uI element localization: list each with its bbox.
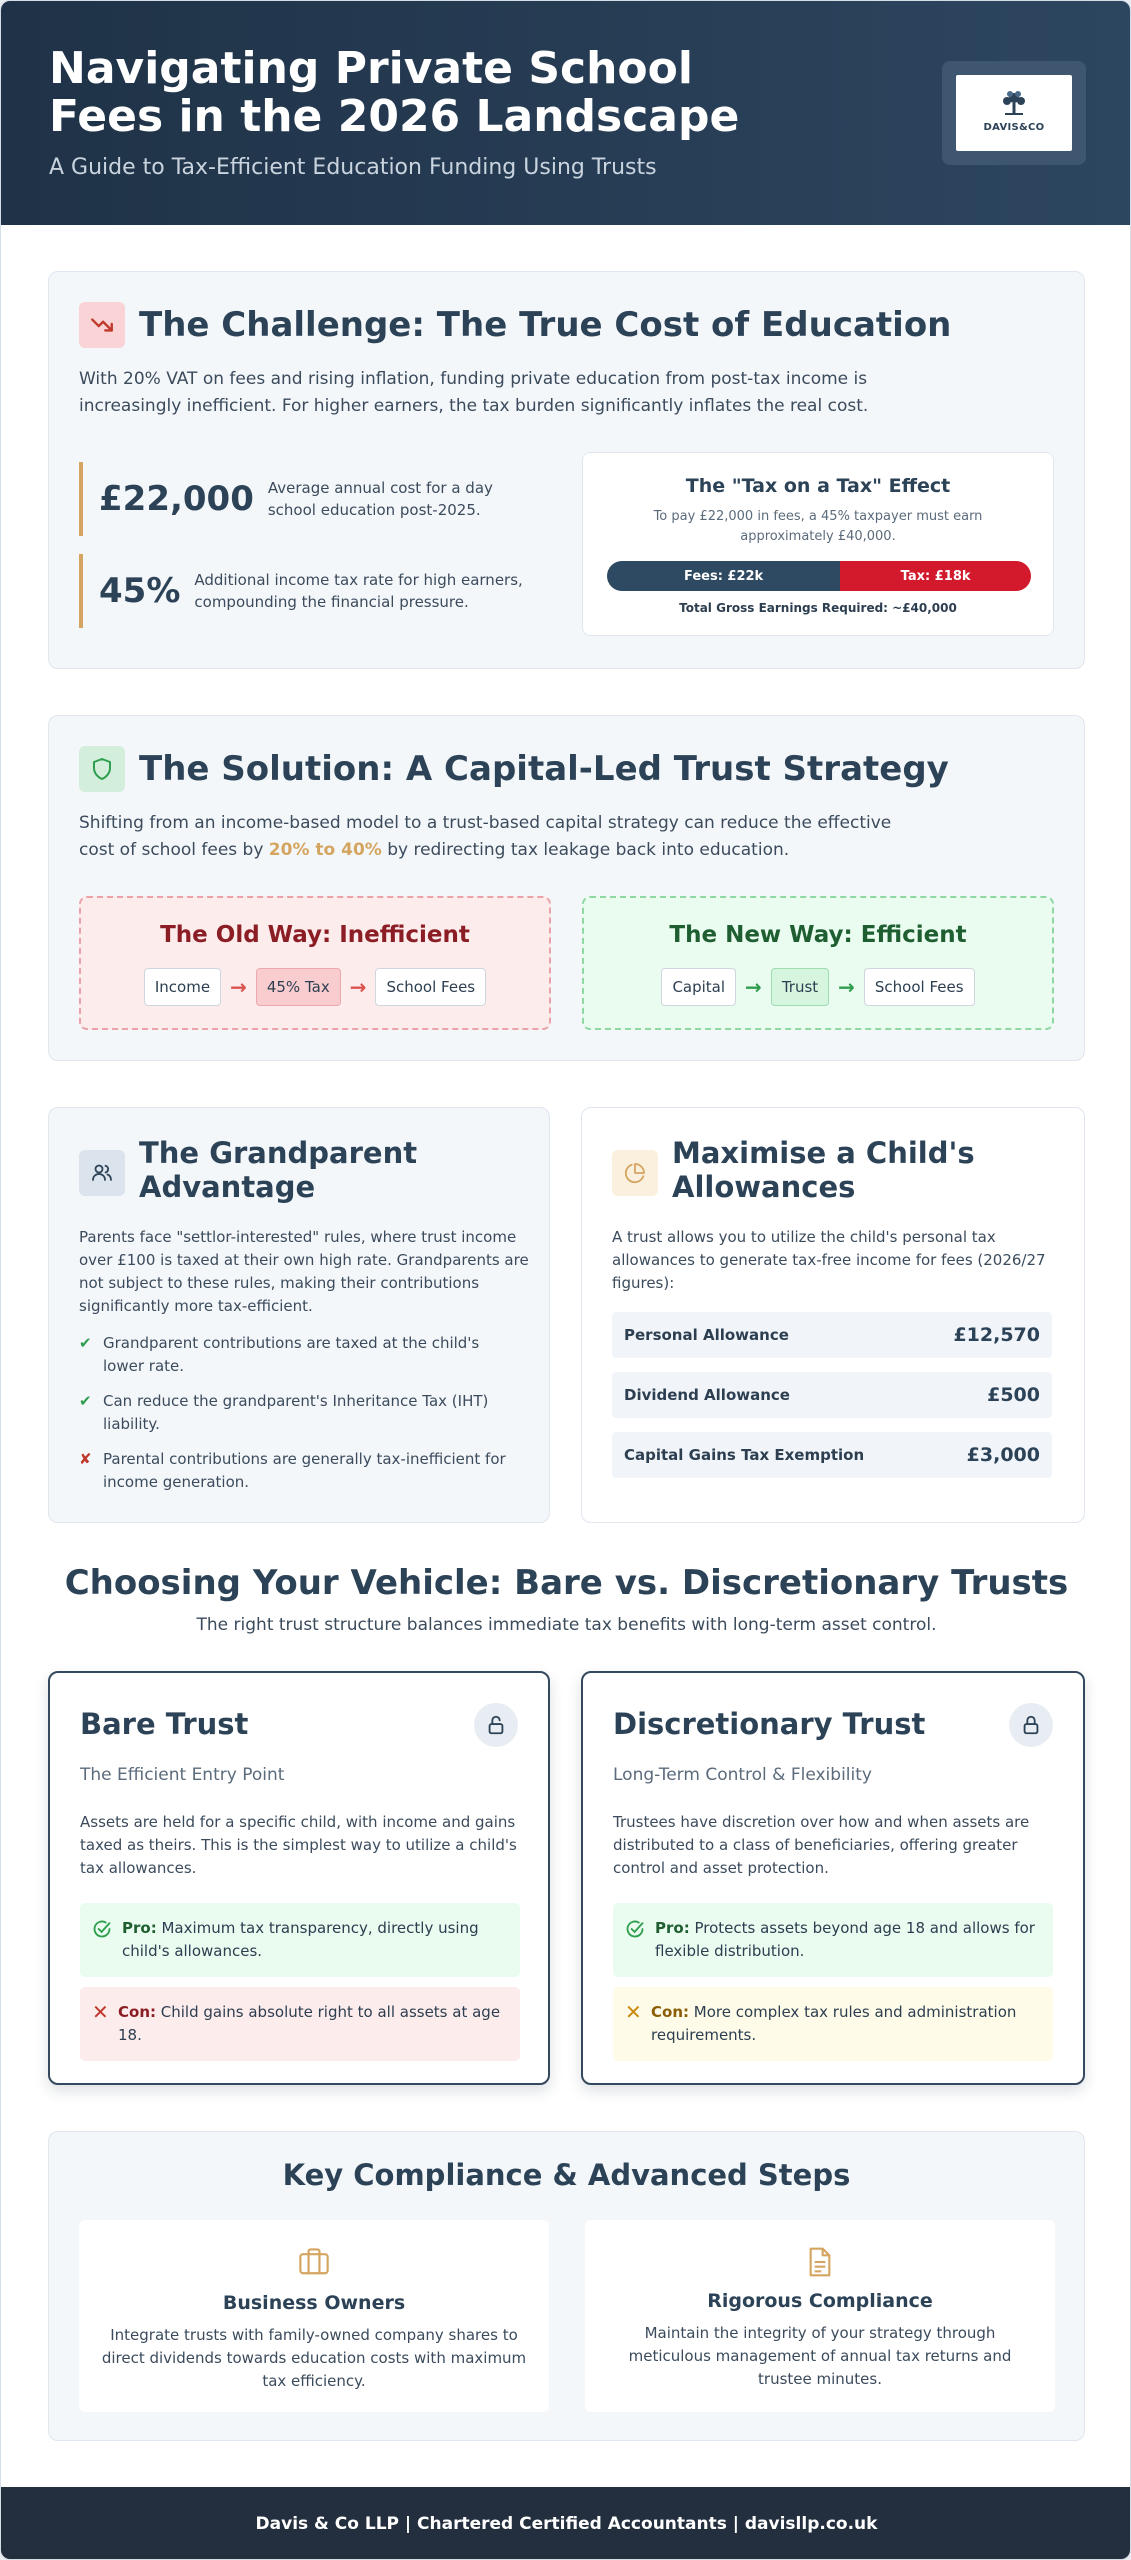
challenge-intro: With 20% VAT on fees and rising inflation, funding private education from post-tax income is increasingly inefficient. For higher earners, the tax burden significantly inflates the real cost. bbox=[79, 369, 869, 416]
logo-wordmark: DAVIS&CO bbox=[983, 121, 1045, 133]
allowance-value: £12,570 bbox=[953, 1324, 1040, 1346]
allowance-row bbox=[612, 1312, 1052, 1358]
stat-annual-cost bbox=[79, 462, 508, 536]
flow-step: Capital bbox=[661, 968, 736, 1006]
company-logo bbox=[956, 75, 1072, 151]
total-earnings: Total Gross Earnings Required: ~£40,000 bbox=[679, 601, 957, 615]
flow-step: 45% Tax bbox=[256, 968, 341, 1006]
discretionary-trust-con bbox=[613, 1987, 1053, 2061]
con-description: Child gains absolute right to all assets at age 18. bbox=[118, 2003, 501, 2044]
con-label: Con: bbox=[651, 2003, 689, 2021]
pie-chart-icon bbox=[612, 1150, 658, 1196]
discretionary-trust-card bbox=[581, 1671, 1085, 2085]
bare-trust-pro bbox=[80, 1903, 520, 1977]
document-icon bbox=[585, 2246, 1055, 2282]
stat-tax-rate bbox=[79, 554, 534, 628]
vehicle-subtitle: The right trust structure balances immediate tax benefits with long-term asset control. bbox=[196, 1615, 937, 1635]
list-item-text: Parental contributions are generally tax-inefficient for income generation. bbox=[103, 1450, 506, 1491]
tree-crest-icon bbox=[997, 89, 1031, 119]
allowances-intro: A trust allows you to utilize the child's personal tax allowances to generate tax-free income for fees (2026/27 figures): bbox=[612, 1228, 1046, 1292]
flow-step: School Fees bbox=[864, 968, 975, 1006]
bare-trust-description: Assets are held for a specific child, with income and gains taxed as theirs. This is the simplest way to utilize a child's tax allowances. bbox=[80, 1813, 517, 1877]
cross-icon: ✕ bbox=[92, 2000, 109, 2024]
footer bbox=[1, 2487, 1131, 2560]
bare-trust-subtitle: The Efficient Entry Point bbox=[80, 1765, 285, 1785]
savings-highlight: 20% to 40% bbox=[268, 840, 382, 860]
con-label: Con: bbox=[118, 2003, 156, 2021]
lock-icon bbox=[1009, 1703, 1053, 1747]
pro-label: Pro: bbox=[655, 1919, 690, 1937]
compliance-card-title: Business Owners bbox=[222, 2292, 406, 2314]
allowance-row bbox=[612, 1372, 1052, 1418]
stat-description: Additional income tax rate for high earners, compounding the financial pressure. bbox=[194, 571, 523, 611]
tax-on-tax-card bbox=[582, 452, 1054, 636]
allowance-value: £500 bbox=[987, 1384, 1040, 1406]
old-way-title: The Old Way: Inefficient bbox=[160, 922, 470, 948]
pro-text bbox=[122, 1917, 508, 1963]
compliance-card-title: Rigorous Compliance bbox=[707, 2290, 933, 2312]
logo-frame bbox=[942, 61, 1086, 165]
bare-trust-card bbox=[48, 1671, 550, 2085]
check-circle-icon bbox=[625, 1919, 645, 1939]
grandparent-intro: Parents face "settlor-interested" rules, where trust income over £100 is taxed at their own high rate. Grandparents are not subject to these rules, making their contributions significantly more tax-efficient. bbox=[79, 1228, 529, 1315]
compliance-title: Key Compliance & Advanced Steps bbox=[282, 2158, 851, 2192]
page-title: Navigating Private School Fees in the 2026 Landscape bbox=[49, 43, 740, 142]
flow-step: Income bbox=[144, 968, 221, 1006]
solution-intro bbox=[79, 810, 899, 864]
intro-text: Shifting from an income-based model to a trust-based capital strategy can reduce the effective cost of school fees by bbox=[79, 813, 892, 860]
logo-tagline bbox=[1013, 133, 1014, 138]
allowance-label: Personal Allowance bbox=[624, 1326, 789, 1344]
discretionary-trust-pro bbox=[613, 1903, 1053, 1977]
challenge-section bbox=[48, 271, 1085, 669]
grandparent-checklist bbox=[79, 1332, 519, 1506]
pro-text bbox=[655, 1917, 1041, 1963]
intro-text: by redirecting tax leakage back into education. bbox=[381, 840, 790, 860]
list-item-text: Can reduce the grandparent's Inheritance Tax (IHT) liability. bbox=[103, 1392, 489, 1433]
allowance-row bbox=[612, 1432, 1052, 1478]
header bbox=[1, 1, 1131, 225]
arrow-right-icon: → bbox=[230, 975, 247, 999]
list-item-text: Grandparent contributions are taxed at the child's lower rate. bbox=[103, 1334, 480, 1375]
fees-segment: Fees: £22k bbox=[607, 561, 840, 591]
stat-description: Average annual cost for a day school education post-2025. bbox=[267, 479, 493, 519]
bare-trust-title: Bare Trust bbox=[80, 1707, 249, 1741]
allowance-label: Dividend Allowance bbox=[624, 1386, 790, 1404]
flow-step: School Fees bbox=[375, 968, 486, 1006]
allowance-value: £3,000 bbox=[966, 1444, 1040, 1466]
list-item bbox=[79, 1448, 519, 1494]
list-item bbox=[79, 1332, 519, 1378]
con-text bbox=[118, 2001, 508, 2047]
effect-description: To pay £22,000 in fees, a 45% taxpayer must earn approximately £40,000. bbox=[653, 509, 983, 544]
solution-title: The Solution: A Capital-Led Trust Strategy bbox=[139, 749, 949, 789]
briefcase-icon bbox=[79, 2246, 549, 2280]
challenge-title: The Challenge: The True Cost of Education bbox=[139, 305, 952, 345]
shield-icon bbox=[79, 746, 125, 792]
old-way-panel bbox=[79, 896, 551, 1030]
pro-label: Pro: bbox=[122, 1919, 157, 1937]
tax-segment: Tax: £18k bbox=[840, 561, 1031, 591]
check-icon: ✔ bbox=[79, 1334, 92, 1352]
bare-trust-con bbox=[80, 1987, 520, 2061]
grandparent-title: The Grandparent Advantage bbox=[139, 1136, 418, 1204]
page-subtitle: A Guide to Tax-Efficient Education Funding Using Trusts bbox=[49, 155, 657, 180]
arrow-right-icon: → bbox=[745, 975, 762, 999]
pro-description: Maximum tax transparency, directly using child's allowances. bbox=[122, 1919, 479, 1960]
arrow-right-icon: → bbox=[349, 975, 367, 999]
trend-down-icon bbox=[79, 302, 125, 348]
grandparent-section bbox=[48, 1107, 550, 1523]
allowances-title: Maximise a Child's Allowances bbox=[672, 1136, 975, 1204]
compliance-card-description: Maintain the integrity of your strategy through meticulous management of annual tax returns and trustee minutes. bbox=[628, 2324, 1012, 2388]
arrow-right-icon: → bbox=[838, 975, 855, 999]
compliance-card-business bbox=[79, 2220, 549, 2412]
fees-tax-bar bbox=[607, 561, 1031, 591]
discretionary-trust-description: Trustees have discretion over how and when assets are distributed to a class of beneficiaries, offering greater control and asset protection. bbox=[613, 1813, 1030, 1877]
compliance-section bbox=[48, 2131, 1085, 2441]
list-item bbox=[79, 1390, 519, 1436]
new-way-title: The New Way: Efficient bbox=[669, 922, 967, 948]
con-description: More complex tax rules and administration requirements. bbox=[651, 2003, 1017, 2044]
check-icon: ✔ bbox=[79, 1392, 92, 1410]
discretionary-trust-title: Discretionary Trust bbox=[613, 1707, 926, 1741]
flow-step: Trust bbox=[771, 968, 829, 1006]
allowances-section bbox=[581, 1107, 1085, 1523]
check-circle-icon bbox=[92, 1919, 112, 1939]
vehicle-title: Choosing Your Vehicle: Bare vs. Discretionary Trusts bbox=[64, 1563, 1069, 1603]
users-icon bbox=[79, 1150, 125, 1196]
stat-value: £22,000 bbox=[99, 479, 254, 519]
con-text bbox=[651, 2001, 1041, 2047]
unlock-icon bbox=[474, 1703, 518, 1747]
footer-text: Davis & Co LLP | Chartered Certified Accountants | davisllp.co.uk bbox=[255, 2514, 878, 2534]
new-way-flow bbox=[584, 968, 1052, 1006]
stat-value: 45% bbox=[99, 571, 181, 611]
compliance-card-rigorous bbox=[585, 2220, 1055, 2412]
old-way-flow bbox=[81, 968, 549, 1006]
discretionary-trust-subtitle: Long-Term Control & Flexibility bbox=[613, 1765, 872, 1785]
effect-title: The "Tax on a Tax" Effect bbox=[685, 475, 951, 497]
pro-description: Protects assets beyond age 18 and allows for flexible distribution. bbox=[655, 1919, 1035, 1960]
cross-icon: ✘ bbox=[79, 1450, 92, 1468]
solution-section bbox=[48, 715, 1085, 1061]
cross-icon: ✕ bbox=[625, 2000, 642, 2024]
new-way-panel bbox=[582, 896, 1054, 1030]
allowance-label: Capital Gains Tax Exemption bbox=[624, 1446, 865, 1464]
compliance-card-description: Integrate trusts with family-owned company shares to direct dividends towards education costs with maximum tax efficiency. bbox=[101, 2326, 527, 2390]
